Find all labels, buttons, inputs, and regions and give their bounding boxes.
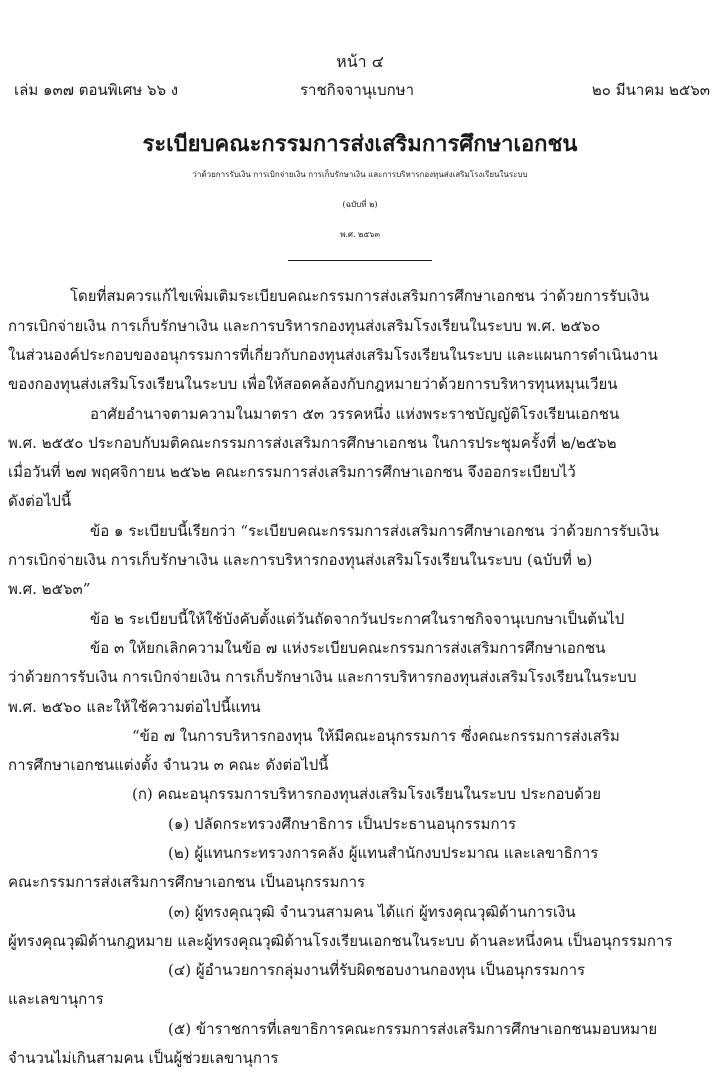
body-line: พ.ศ. ๒๕๖๓” [8,580,91,598]
body-line: อาศัยอำนาจตามความในมาตรา ๕๓ วรรคหนึ่ง แห่งพระราชบัญญัติโรงเรียนเอกชน [90,405,620,423]
body-line: (๔) ผู้อำนวยการกลุ่มงานที่รับผิดชอบงานกองทุน เป็นอนุกรรมการ [168,961,586,979]
body-line: (๕) ข้าราชการที่เลขาธิการคณะกรรมการส่งเสริมการศึกษาเอกชนมอบหมาย [168,1020,658,1038]
body-line: คณะกรรมการส่งเสริมการศึกษาเอกชน เป็นอนุกรรมการ [8,873,366,891]
body-line: ของกองทุนส่งเสริมโรงเรียนในระบบ เพื่อให้สอดคล้องกับกฎหมายว่าด้วยการบริหารทุนหมุนเวียน [8,375,618,393]
body-line: พ.ศ. ๒๕๕๐ ประกอบกับมติคณะกรรมการส่งเสริมการศึกษาเอกชน ในการประชุมครั้งที่ ๒/๒๕๖๒ [8,434,617,452]
body-line: การเบิกจ่ายเงิน การเก็บรักษาเงิน และการบริหารกองทุนส่งเสริมโรงเรียนในระบบ (ฉบับที่ ๒) [8,551,593,569]
body-line: (ก) คณะอนุกรรมการบริหารกองทุนส่งเสริมโรงเรียนในระบบ ประกอบด้วย [132,785,602,803]
publication-date: ๒๐ มีนาคม ๒๕๖๓ [591,81,710,99]
body-line: และเลขานุการ [8,990,104,1008]
body-line: ในส่วนองค์ประกอบของอนุกรรมการที่เกี่ยวกับกองทุนส่งเสริมโรงเรียนในระบบ และแผนการดำเนินงาน [8,346,658,364]
body-line: การเบิกจ่ายเงิน การเก็บรักษาเงิน และการบริหารกองทุนส่งเสริมโรงเรียนในระบบ พ.ศ. ๒๕๖๐ [8,317,601,335]
body-line: การศึกษาเอกชนแต่งตั้ง จำนวน ๓ คณะ ดังต่อไปนี้ [8,756,329,774]
body-line: จำนวนไม่เกินสามคน เป็นผู้ช่วยเลขานุการ [8,1049,279,1067]
page-number: หน้า ๔ [336,52,384,71]
document-edition: (ฉบับที่ ๒) [342,200,378,209]
title-divider [288,260,432,261]
body-line: ว่าด้วยการรับเงิน การเบิกจ่ายเงิน การเก็บรักษาเงิน และการบริหารกองทุนส่งเสริมโรงเรียนในระบบ [8,668,637,686]
volume-issue: เล่ม ๑๓๗ ตอนพิเศษ ๖๖ ง [14,81,179,99]
body-line: พ.ศ. ๒๕๖๐ และให้ใช้ความต่อไปนี้แทน [8,698,261,716]
body-line: ข้อ ๓ ให้ยกเลิกความในข้อ ๗ แห่งระเบียบคณะกรรมการส่งเสริมการศึกษาเอกชน [90,639,606,657]
body-line: (๓) ผู้ทรงคุณวุฒิ จำนวนสามคน ได้แก่ ผู้ทรงคุณวุฒิด้านการเงิน [168,903,576,921]
body-line: (๑) ปลัดกระทรวงศึกษาธิการ เป็นประธานอนุกรรมการ [168,815,517,833]
body-line: (๒) ผู้แทนกระทรวงการคลัง ผู้แทนสำนักงบประมาณ และเลขาธิการ [168,844,599,862]
body-line: โดยที่สมควรแก้ไขเพิ่มเติมระเบียบคณะกรรมการส่งเสริมการศึกษาเอกชน ว่าด้วยการรับเงิน [70,287,650,305]
body-line: ดังต่อไปนี้ [8,492,72,510]
body-line: ข้อ ๑ ระเบียบนี้เรียกว่า “ระเบียบคณะกรรมการส่งเสริมการศึกษาเอกชน ว่าด้วยการรับเงิน [90,522,659,540]
document-title: ระเบียบคณะกรรมการส่งเสริมการศึกษาเอกชน [142,131,578,157]
body-line: ข้อ ๒ ระเบียบนี้ให้ใช้บังคับตั้งแต่วันถัดจากวันประกาศในราชกิจจานุเบกษาเป็นต้นไป [90,610,625,628]
body-line: ผู้ทรงคุณวุฒิด้านกฎหมาย และผู้ทรงคุณวุฒิด้านโรงเรียนเอกชนในระบบ ด้านละหนึ่งคน เป็นอนุกรรมการ [8,932,673,950]
gazette-name: ราชกิจจานุเบกษา [300,81,415,99]
body-line: เมื่อวันที่ ๒๗ พฤศจิกายน ๒๕๖๒ คณะกรรมการส่งเสริมการศึกษาเอกชน จึงออกระเบียบไว้ [8,463,576,481]
gazette-header-row [14,78,710,102]
document-year: พ.ศ. ๒๕๖๓ [340,230,380,239]
document-subtitle: ว่าด้วยการรับเงิน การเบิกจ่ายเงิน การเก็บรักษาเงิน และการบริหารกองทุนส่งเสริมโรงเรียนในระบบ [192,170,528,179]
body-line: “ข้อ ๗ ในการบริหารกองทุน ให้มีคณะอนุกรรมการ ซึ่งคณะกรรมการส่งเสริม [132,727,620,745]
